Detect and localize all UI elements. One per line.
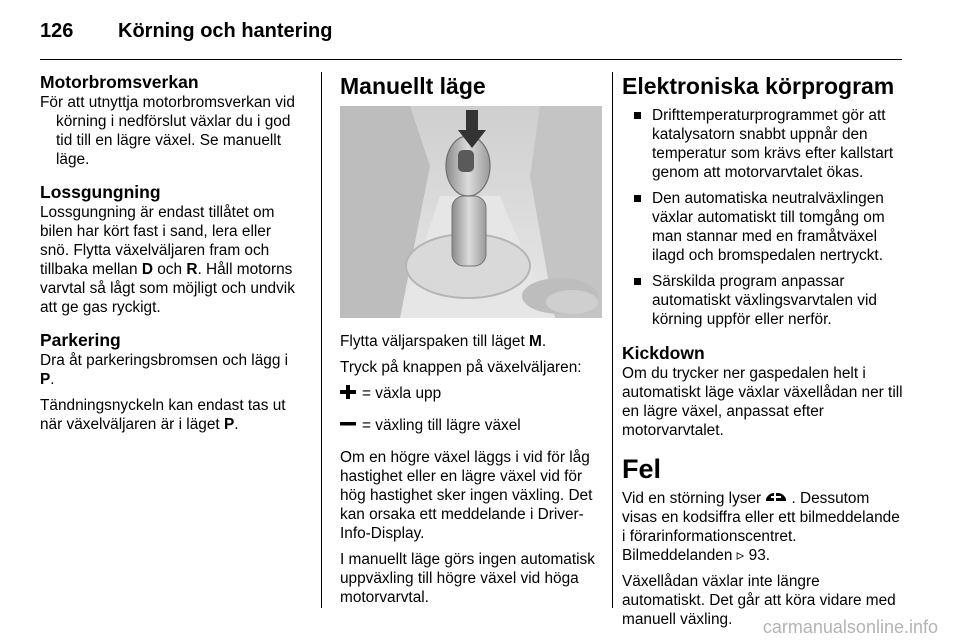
paragraph-move-lever: Flytta väljarspaken till läget M. [340, 333, 547, 350]
section-parkering [40, 330, 304, 434]
bullet-square-icon [634, 112, 641, 119]
heading-manuellt-lage: Manuellt läge [340, 73, 486, 99]
gear-key-m: M [529, 333, 542, 350]
column-divider-left [321, 72, 322, 608]
gear-key-p-2: P [223, 416, 235, 433]
heading-parkering: Parkering [40, 330, 121, 350]
section-fel [622, 453, 906, 629]
paragraph-kickdown: Om du trycker ner gaspedalen helt i automatiskt läge växlar växellådan ner till en lägre växel, anpassat efter motorvarvtalet. [622, 365, 903, 439]
program-list [622, 106, 906, 329]
paragraph-press-button: Tryck på knappen på växelväljaren: [340, 359, 582, 376]
transmission-warning-icon [765, 490, 787, 504]
bullet-square-icon [634, 278, 641, 285]
gear-selector-photo [340, 106, 602, 318]
right-column [622, 72, 906, 629]
middle-column [340, 72, 606, 607]
heading-kickdown: Kickdown [622, 343, 705, 363]
plus-icon [340, 385, 358, 399]
heading-lossgungning: Lossgungning [40, 182, 161, 202]
section-kickdown [622, 343, 906, 440]
section-motorbromsverkan [40, 72, 304, 169]
page-reference-arrow-icon: ▹ [736, 547, 749, 564]
column-divider-right [612, 72, 613, 608]
paragraph-manual-mode: I manuellt läge görs ingen automatisk uppväxling till högre växel vid höga motorvarvtal. [340, 551, 595, 606]
minus-icon [340, 417, 358, 431]
paragraph-lossgungning: Lossgungning är endast tillåtet om bilen har kört fast i sand, lera eller snö. Flytta växelväljaren fram och tillbaka mellan D och R. Håll motorns varvtal så lågt som möjligt och undvik att ge gas ryckigt. [40, 204, 295, 316]
heading-fel: Fel [622, 454, 662, 484]
section-lossgungning [40, 182, 304, 317]
page-reference[interactable]: 93 [748, 547, 766, 564]
heading-motorbromsverkan: Motorbromsverkan [40, 72, 199, 92]
gear-key-d: D [141, 261, 153, 278]
list-item: Drifttemperaturprogrammet gör att katalysatorn snabbt uppnår den temperatur som krävs efter kallstart genom att motorvarvtalet ökas. [622, 106, 906, 182]
paragraph-fel: Vid en störning lyser . Dessutom visas en kodsiffra eller ett bilmeddelande i förarinformationscentret. Bilmeddelanden ▹ 93. [622, 490, 900, 564]
heading-elektroniska-korprogram: Elektroniska körprogram [622, 73, 895, 99]
gear-key-r: R [186, 261, 198, 278]
bullet-square-icon [634, 195, 641, 202]
paragraph-parkering: Dra åt parkeringsbromsen och lägg i P. [40, 352, 289, 388]
list-item: Särskilda program anpassar automatiskt växlingsvarvtalen vid körning uppför eller nerför. [622, 272, 906, 329]
gear-key-p: P [40, 371, 51, 388]
page-number: 126 [40, 20, 74, 42]
paragraph-motorbromsverkan: För att utnyttja motorbromsverkan vid körning i nedförslut växlar du i god tid till en lägre växel. Se manuellt läge. [40, 94, 295, 168]
paragraph-fel-manual: Växellådan växlar inte längre automatiskt. Det går att köra vidare med manuell växling. [622, 573, 896, 628]
paragraph-shift-note: Om en högre växel läggs i vid för låg hastighet eller en lägre växel vid för hög hastighet sker ingen växling. Det kan orsaka ett meddelande i Driver-Info-Display. [340, 449, 593, 542]
shift-up-line: = växla upp [340, 384, 606, 403]
paragraph-ignition-key: Tändningsnyckeln kan endast tas ut när växelväljaren är i läget P. [40, 397, 286, 433]
header-divider [40, 59, 902, 60]
list-item: Den automatiska neutralväxlingen växlar automatiskt till tomgång om man stannar med en framåtväxel ilagd och bromspedalen nertryckt. [622, 189, 906, 265]
watermark: carmanualsonline.info [762, 617, 938, 637]
left-column [40, 72, 304, 434]
shift-down-line: = växling till lägre växel [340, 416, 606, 435]
chapter-title: Körning och hantering [118, 20, 333, 42]
